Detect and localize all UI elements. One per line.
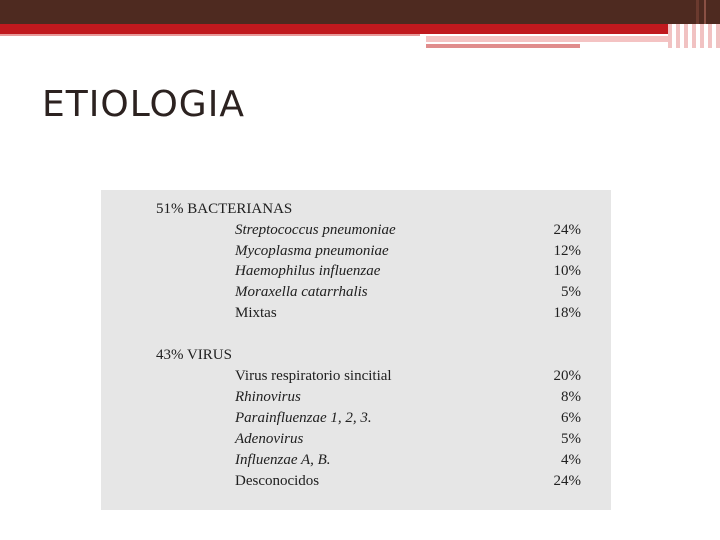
slide-title: ETIOLOGIA [42, 84, 245, 125]
organism-name: Haemophilus influenzae [235, 263, 381, 279]
header-thin-line [0, 34, 420, 36]
header-stripe [696, 0, 699, 24]
section-heading-viral: 43% VIRUS [156, 347, 232, 363]
organism-name: Influenzae A, B. [235, 452, 331, 468]
percentage-value: 18% [553, 305, 581, 321]
organism-name: Parainfluenzae 1, 2, 3. [235, 410, 372, 426]
header-accent-bar [426, 36, 668, 42]
table-row [235, 450, 581, 471]
organism-name: Streptococcus pneumoniae [235, 222, 396, 238]
header-decorative-strips [668, 24, 720, 48]
percentage-value: 10% [553, 263, 581, 279]
organism-name: Moraxella catarrhalis [235, 284, 368, 300]
organism-name: Adenovirus [235, 431, 304, 447]
percentage-value: 24% [553, 222, 581, 238]
percentage-value: 24% [553, 473, 581, 489]
table-row [235, 220, 581, 241]
table-row [235, 471, 581, 492]
percentage-value: 5% [561, 431, 581, 447]
header-accent-bar-secondary [426, 44, 580, 48]
percentage-value: 8% [561, 389, 581, 405]
percentage-value: 6% [561, 410, 581, 426]
header-dark-bar [0, 0, 720, 24]
table-row [235, 408, 581, 429]
section-heading-bacterial: 51% BACTERIANAS [156, 201, 293, 217]
organism-name: Rhinovirus [235, 389, 301, 405]
header-red-bar [0, 24, 720, 34]
organism-name: Virus respiratorio sincitial [235, 368, 392, 384]
percentage-value: 4% [561, 452, 581, 468]
table-row [235, 387, 581, 408]
organism-name: Mixtas [235, 305, 277, 321]
table-row [235, 282, 581, 303]
etiology-table [101, 190, 611, 510]
percentage-value: 20% [553, 368, 581, 384]
table-row [235, 261, 581, 282]
organism-name: Desconocidos [235, 473, 320, 489]
percentage-value: 12% [553, 243, 581, 259]
percentage-value: 5% [561, 284, 581, 300]
organism-name: Mycoplasma pneumoniae [235, 243, 389, 259]
table-row [235, 303, 581, 324]
table-row [235, 429, 581, 450]
table-row [235, 241, 581, 262]
header-stripe [704, 0, 706, 24]
table-row [235, 366, 581, 387]
